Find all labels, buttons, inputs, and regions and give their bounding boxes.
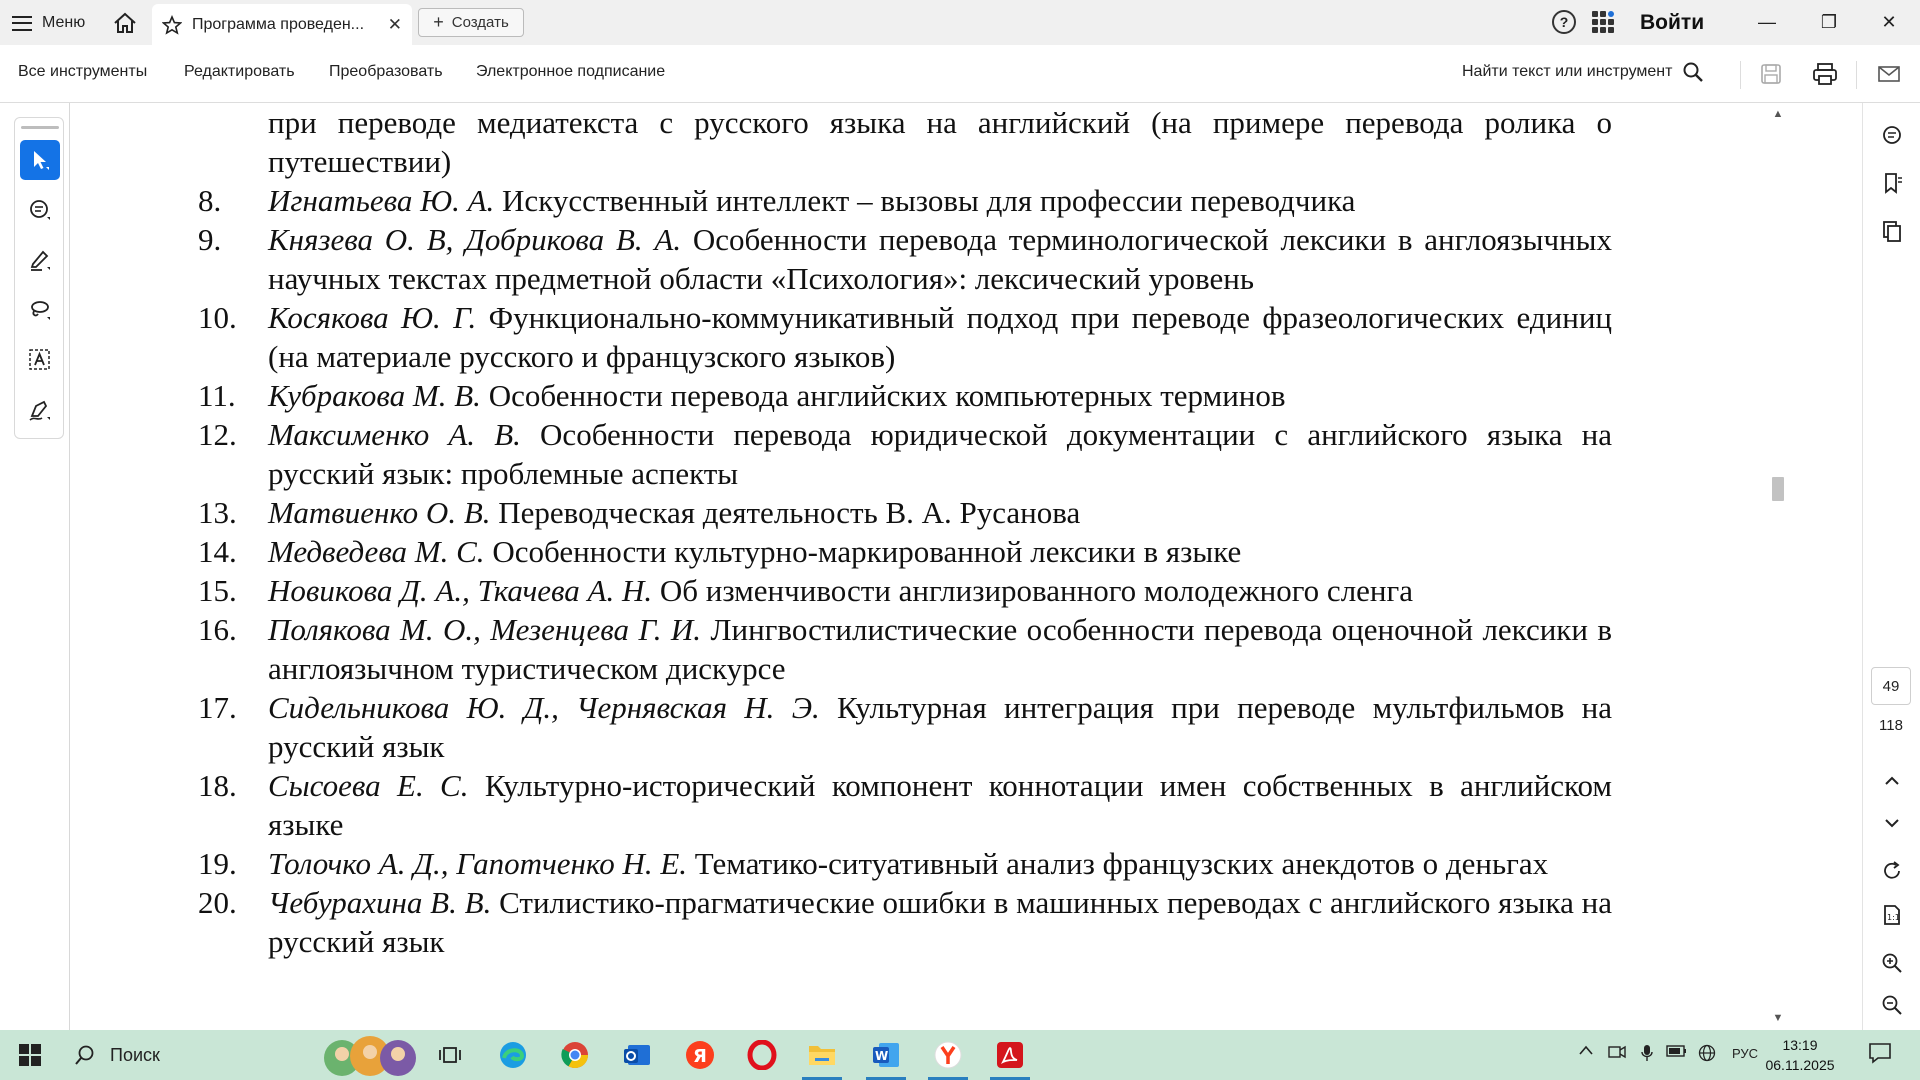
chrome-browser-icon[interactable] bbox=[555, 1036, 595, 1074]
tab-title: Программа проведен... bbox=[192, 15, 365, 33]
signature-icon bbox=[28, 398, 52, 422]
outlook-mail-icon[interactable] bbox=[617, 1036, 657, 1074]
item-number: 17. bbox=[198, 690, 237, 725]
show-hidden-icons-icon[interactable] bbox=[1578, 1044, 1594, 1059]
page-thumbnails-icon[interactable] bbox=[1878, 901, 1906, 929]
item-number: 14. bbox=[198, 534, 237, 569]
meet-now-icon[interactable] bbox=[1608, 1044, 1626, 1063]
tab-close-icon[interactable]: ✕ bbox=[387, 14, 402, 34]
item-number: 16. bbox=[198, 612, 237, 647]
convert-link[interactable]: Преобразовать bbox=[329, 63, 443, 80]
item-number: 19. bbox=[198, 846, 237, 881]
item-text bbox=[268, 610, 1612, 688]
next-page-icon[interactable] bbox=[1878, 809, 1906, 837]
item-author: Сысоева Е. С. bbox=[268, 768, 469, 803]
item-author: Максименко А. В. bbox=[268, 417, 521, 452]
title-bar bbox=[0, 0, 1920, 45]
item-title: Особенности культурно-маркированной лексики в языке bbox=[492, 534, 1242, 569]
star-icon[interactable] bbox=[162, 15, 182, 35]
highlighter-icon bbox=[28, 248, 52, 272]
item-number: 11. bbox=[198, 378, 236, 413]
item-author: Чебурахина В. В. bbox=[268, 885, 492, 920]
draw-button[interactable] bbox=[20, 290, 60, 330]
microphone-icon[interactable] bbox=[1640, 1044, 1654, 1065]
item-title: Функционально-коммуникативный подход при переводе фразеологических единиц (на материале русского и французского языков) bbox=[268, 300, 1613, 374]
total-pages: 118 bbox=[1879, 717, 1903, 734]
copy-pages-icon[interactable] bbox=[1878, 217, 1906, 245]
scroll-up-arrow-icon[interactable]: ▲ bbox=[1772, 108, 1784, 120]
toolbar-divider bbox=[1740, 61, 1741, 89]
network-globe-icon[interactable] bbox=[1698, 1044, 1716, 1065]
document-tab[interactable] bbox=[152, 4, 412, 45]
highlight-button[interactable] bbox=[20, 240, 60, 280]
document-viewer[interactable] bbox=[70, 103, 1770, 1030]
item-number: 13. bbox=[198, 495, 237, 530]
item-title: Лингвостилистические особенности перевода оценочной лексики в англоязычном туристическом дискурсе bbox=[268, 612, 1613, 686]
current-page-field[interactable]: 49 bbox=[1871, 667, 1911, 705]
list-item bbox=[198, 220, 1612, 298]
input-language[interactable]: РУС bbox=[1732, 1046, 1759, 1061]
item-text bbox=[268, 532, 1612, 571]
start-button[interactable] bbox=[10, 1038, 50, 1072]
toolbar-divider bbox=[1856, 61, 1857, 89]
word-icon[interactable] bbox=[866, 1036, 906, 1074]
item-author: Толочко А. Д., Гапотченко Н. Е. bbox=[268, 846, 688, 881]
zoom-in-icon[interactable] bbox=[1878, 949, 1906, 977]
svg-text:Я: Я bbox=[693, 1046, 707, 1067]
item-author: Кубракова М. В. bbox=[268, 378, 481, 413]
drag-handle[interactable] bbox=[21, 126, 59, 129]
mail-icon[interactable] bbox=[1876, 61, 1902, 87]
clock-time: 13:19 bbox=[1782, 1037, 1818, 1053]
list-item bbox=[198, 766, 1612, 844]
windows-logo-icon bbox=[19, 1044, 41, 1066]
svg-text:1:1: 1:1 bbox=[1887, 913, 1900, 922]
list-item bbox=[198, 571, 1612, 610]
task-view-icon[interactable] bbox=[430, 1036, 470, 1074]
item-author: Князева О. В, Добрикова В. А. bbox=[268, 222, 682, 257]
item-number: 15. bbox=[198, 573, 237, 608]
sign-in-button[interactable]: Войти bbox=[1640, 11, 1705, 34]
item-title: Стилистико-прагматические ошибки в машинных переводах с английского языка на русский язык bbox=[268, 885, 1612, 959]
zoom-out-icon[interactable] bbox=[1878, 991, 1906, 1019]
yandex-icon[interactable] bbox=[680, 1036, 720, 1074]
menu-button[interactable] bbox=[12, 8, 85, 38]
item-text bbox=[268, 181, 1612, 220]
search-highlight-illustration bbox=[318, 1032, 422, 1078]
search-icon bbox=[74, 1044, 96, 1066]
item-number: 9. bbox=[198, 222, 222, 257]
cursor-icon bbox=[30, 149, 50, 171]
add-text-button[interactable] bbox=[20, 340, 60, 380]
item-number: 18. bbox=[198, 768, 237, 803]
item-title: Особенности перевода юридической документации с английского языка на русский язык: проблемные аспекты bbox=[268, 417, 1613, 491]
home-button[interactable] bbox=[112, 10, 142, 36]
yandex-browser-icon[interactable] bbox=[928, 1036, 968, 1074]
lasso-icon bbox=[28, 298, 52, 322]
item-text bbox=[268, 298, 1612, 376]
apps-icon[interactable] bbox=[1592, 11, 1614, 33]
item-author: Косякова Ю. Г. bbox=[268, 300, 477, 335]
find-label: Найти текст или инструмент bbox=[1462, 63, 1673, 80]
select-tool-button[interactable] bbox=[20, 140, 60, 180]
item-author: Матвиенко О. В. bbox=[268, 495, 491, 530]
all-tools-link[interactable]: Все инструменты bbox=[18, 63, 148, 80]
item-author: Игнатьева Ю. А. bbox=[268, 183, 495, 218]
intro-line: при переводе медиатекста с русского языка на английский (на примере перевода ролика о путешествии) bbox=[268, 105, 1612, 179]
save-icon[interactable] bbox=[1758, 61, 1784, 87]
vertical-scrollbar[interactable] bbox=[1770, 103, 1786, 1030]
item-title: Культурная интеграция при переводе мультфильмов на русский язык bbox=[268, 690, 1613, 764]
item-text bbox=[268, 220, 1612, 298]
quick-tools-rail bbox=[14, 117, 64, 439]
item-text bbox=[268, 844, 1612, 883]
item-title: Искусственный интеллект – вызовы для профессии переводчика bbox=[502, 183, 1356, 218]
list-item bbox=[268, 103, 1612, 181]
scroll-down-arrow-icon[interactable]: ▼ bbox=[1772, 1012, 1784, 1024]
restore-icon[interactable]: ❐ bbox=[1820, 11, 1838, 32]
item-author: Медведева М. С. bbox=[268, 534, 485, 569]
comment-icon bbox=[28, 198, 52, 222]
add-comment-button[interactable] bbox=[20, 190, 60, 230]
minimize-icon[interactable]: — bbox=[1758, 11, 1776, 32]
text-box-icon bbox=[28, 348, 52, 372]
battery-icon[interactable] bbox=[1666, 1044, 1688, 1061]
list-item bbox=[198, 181, 1612, 220]
item-text bbox=[268, 688, 1612, 766]
plus-icon: + bbox=[433, 12, 444, 32]
item-text bbox=[268, 493, 1612, 532]
find-tool-button[interactable] bbox=[1462, 61, 1704, 83]
item-text bbox=[268, 766, 1612, 844]
bookmark-icon[interactable] bbox=[1878, 169, 1906, 197]
file-explorer-icon[interactable] bbox=[802, 1036, 842, 1074]
search-label: Поиск bbox=[110, 1044, 160, 1065]
notifications-icon[interactable] bbox=[1868, 1042, 1892, 1067]
item-title: Особенности перевода терминологической лексики в англоязычных научных текстах предметной области «Психология»: лексический уровень bbox=[268, 222, 1612, 296]
edit-link[interactable]: Редактировать bbox=[184, 63, 295, 80]
previous-page-icon[interactable] bbox=[1878, 767, 1906, 795]
item-title: Особенности перевода английских компьютерных терминов bbox=[488, 378, 1286, 413]
help-icon[interactable]: ? bbox=[1552, 10, 1576, 34]
list-item bbox=[198, 610, 1613, 688]
menu-label: Меню bbox=[42, 14, 86, 31]
print-icon[interactable] bbox=[1812, 61, 1838, 87]
opera-browser-icon[interactable] bbox=[742, 1036, 782, 1074]
scroll-thumb[interactable] bbox=[1772, 477, 1784, 501]
top-toolbar bbox=[0, 45, 1920, 103]
home-icon bbox=[112, 11, 138, 35]
search-icon bbox=[1682, 61, 1704, 83]
list-item bbox=[198, 415, 1613, 493]
edge-browser-icon[interactable] bbox=[493, 1036, 533, 1074]
windows-taskbar bbox=[0, 1030, 1920, 1080]
create-label: Создать bbox=[451, 14, 509, 31]
item-title: Переводческая деятельность В. А. Русанова bbox=[498, 495, 1081, 530]
item-title: Об изменчивости англизированного молодежного сленга bbox=[659, 573, 1413, 608]
right-panel bbox=[1862, 103, 1920, 1030]
item-number: 12. bbox=[198, 417, 237, 452]
item-author: Полякова М. О., Мезенцева Г. И. bbox=[268, 612, 702, 647]
item-author: Сидельникова Ю. Д., Чернявская Н. Э. bbox=[268, 690, 820, 725]
item-title: Культурно-исторический компонент коннотации имен собственных в английском языке bbox=[268, 768, 1612, 842]
list-item bbox=[198, 532, 1612, 571]
close-window-icon[interactable]: ✕ bbox=[1881, 11, 1897, 32]
item-text bbox=[268, 376, 1612, 415]
list-item bbox=[198, 688, 1613, 766]
e-sign-link[interactable]: Электронное подписание bbox=[476, 63, 666, 80]
list-item bbox=[198, 298, 1613, 376]
item-title: Тематико-ситуативный анализ французских анекдотов о деньгах bbox=[694, 846, 1549, 881]
item-text bbox=[268, 415, 1612, 493]
item-text bbox=[268, 571, 1612, 610]
list-item bbox=[198, 493, 1612, 532]
clock-date: 06.11.2025 bbox=[1765, 1057, 1835, 1073]
item-number: 20. bbox=[198, 885, 237, 920]
list-item bbox=[198, 376, 1612, 415]
svg-text:W: W bbox=[875, 1049, 889, 1063]
hamburger-icon bbox=[12, 16, 32, 31]
clock[interactable] bbox=[1760, 1035, 1840, 1075]
create-button[interactable] bbox=[418, 8, 524, 37]
bibliography-list bbox=[198, 103, 1613, 961]
sign-button[interactable] bbox=[20, 390, 60, 430]
item-text bbox=[268, 883, 1612, 961]
rotate-icon[interactable] bbox=[1878, 857, 1906, 885]
item-number: 8. bbox=[198, 183, 222, 218]
list-item bbox=[198, 844, 1612, 883]
list-item bbox=[198, 883, 1612, 961]
acrobat-reader-icon[interactable] bbox=[990, 1036, 1030, 1074]
comments-panel-icon[interactable] bbox=[1878, 121, 1906, 149]
item-number: 10. bbox=[198, 300, 237, 335]
item-author: Новикова Д. А., Ткачева А. Н. bbox=[268, 573, 653, 608]
left-tool-panel bbox=[0, 103, 70, 1030]
